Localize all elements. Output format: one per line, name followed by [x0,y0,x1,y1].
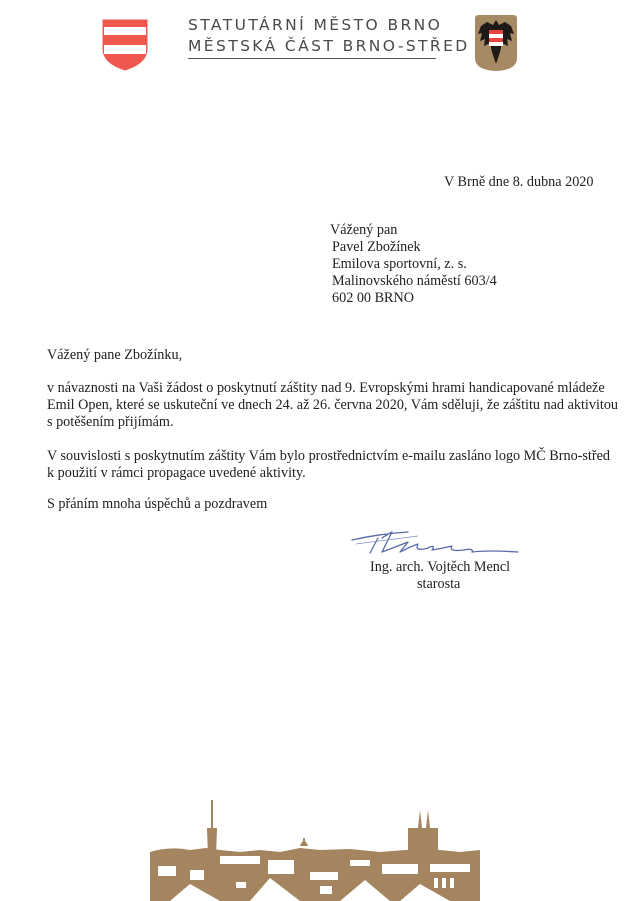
paragraph-logo [47,448,610,482]
closing: S přáním mnoha úspěchů a pozdravem [47,496,268,512]
letter-date: V Brně dne 8. dubna 2020 [444,174,594,190]
paragraph-line: v návaznosti na Vaši žádost o poskytnutí záštity nad 9. Evropskými hrami handicapované mládeže [47,380,605,396]
paragraph-patronage [47,380,619,432]
recipient-name: Pavel Zbožínek [332,239,421,255]
header-divider [188,58,436,59]
recipient-street: Malinovského náměstí 603/4 [332,273,497,289]
signature-scribble [348,528,528,558]
header-title-city: STATUTÁRNÍ MĚSTO BRNO [188,16,443,34]
paragraph-line: Emil Open, které se uskuteční ve dnech 24. až 26. června 2020, Vám sděluji, že záštitu nad aktivitou [47,397,619,414]
recipient-organization: Emilova sportovní, z. s. [332,256,467,272]
eagle-coat-of-arms-icon [473,14,519,72]
recipient-city: 602 00 BRNO [332,290,414,306]
brno-coat-of-arms-icon [102,19,148,71]
recipient-salutation: Vážený pan [330,222,398,238]
paragraph-line: s potěšením přijímám. [47,414,174,431]
header-title-district: MĚSTSKÁ ČÁST BRNO-STŘED [188,37,470,55]
paragraph-line: V souvislosti s poskytnutím záštity Vám bylo prostřednictvím e-mailu zasláno logo MČ Brno-střed [47,448,610,464]
paragraph-line: k použití v rámci propagace uvedené aktivity. [47,465,306,482]
signatory-name: Ing. arch. Vojtěch Mencl [370,559,511,575]
greeting: Vážený pane Zbožínku, [47,347,183,363]
signatory-title: starosta [417,576,461,592]
brno-skyline-illustration [150,800,480,901]
